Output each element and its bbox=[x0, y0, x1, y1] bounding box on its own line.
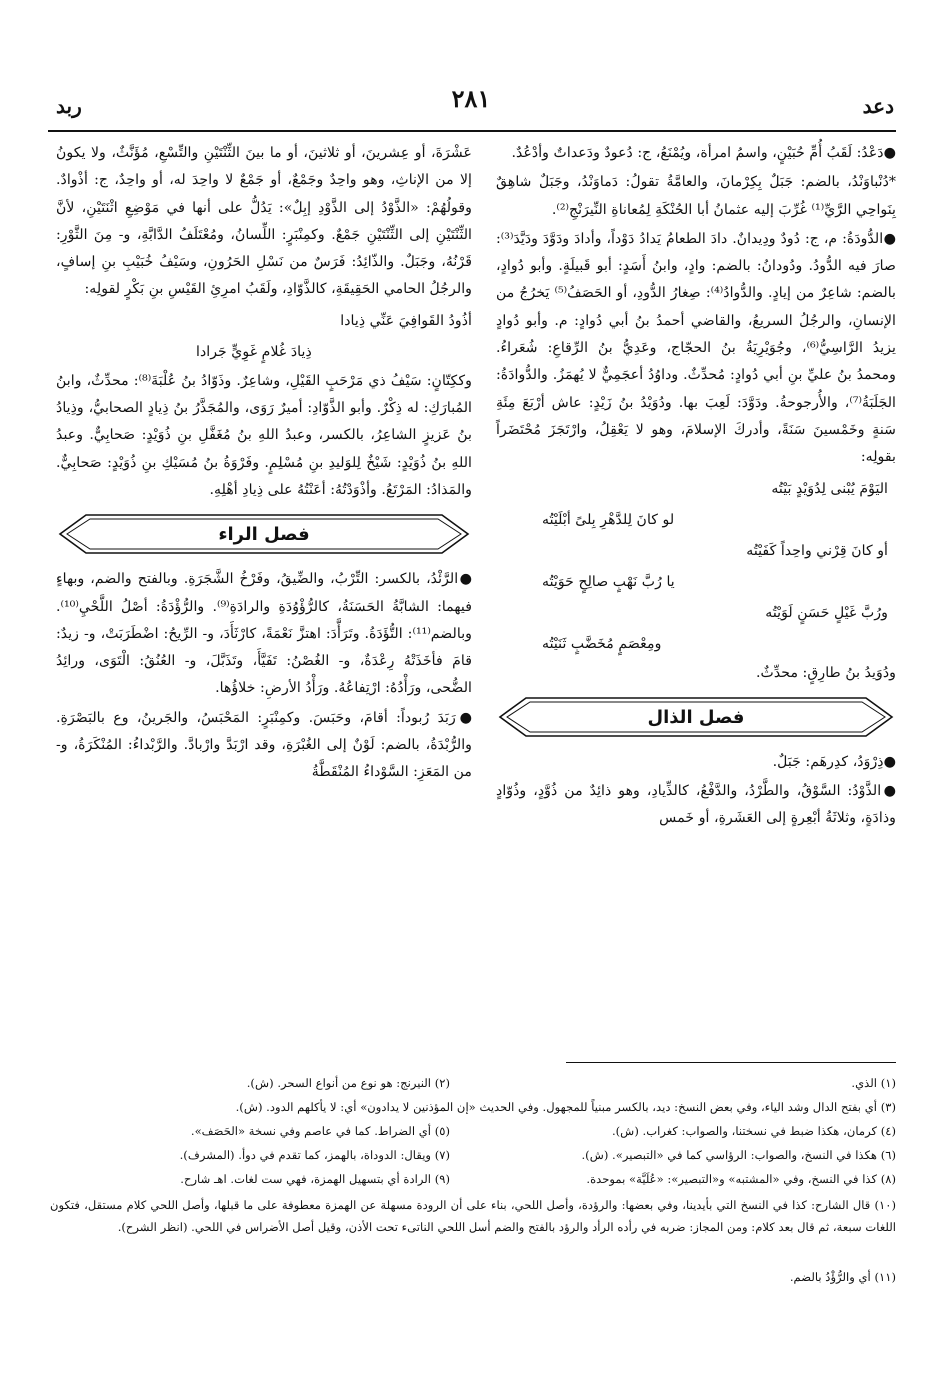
entry-dhirwad: ●ذِرْوَدُ، كدِرهَم: جَبَلٌ. bbox=[772, 753, 896, 770]
left-column bbox=[56, 140, 472, 789]
verse-line-6: ومِعْصَمٍ مُخَضَّبٍ ثَنَيْتُه bbox=[542, 635, 662, 652]
section-heading-ra bbox=[56, 512, 472, 556]
footnote-4: (٤) كرمان، هكذا ضبط في نسختنا، والصواب: كغراب. (ش). bbox=[611, 1124, 896, 1138]
verse-line-2: لو كانَ لِلدَّهْرِ بِلىً أبْلَيْتُه bbox=[542, 511, 675, 528]
verse-line-4: يا رُبَّ نَهْبٍ صالِحٍ حَوَيْتُه bbox=[542, 573, 675, 590]
entry-dhawd-cont: عَشْرَةَ، أو عِشرينَ، أو ثلاثينَ، أو ما بينَ الثِّنْتَيْنِ والتِّسْعِ، مُؤَنَّثٌ، ولا يكونُ إلا من الإناثِ، وهو واحِدٌ وجَمْعٌ، أو جَمْعٌ لا واحِدَ له، أو واحِدٌ، ج: أذْوادٌ. وقولُهُمْ: «الذَّوْدُ إلى الذَّوْدِ إبِلٌ»: يَدُلُّ على أنها في مَوْضِعِ اثْنَتَيْنِ، لأنَّ الثِّنْتَيْنِ إلى الثِّنْتَيْنِ جَمْعٌ. وكمِنْبَرٍ: اللِّسانُ، ومُعْتَلَفُ الدَّابَّةِ، و- مِنَ الثَّوْرِ: قَرْنُهُ، وجَبَلٌ. والذّائِدُ: فَرَسٌ من نَسْلِ الحَرُونِ، وسَيْفُ خُبَيْبِ بنِ إسافٍ، والرجُلُ الحامي الحَقِيقَةِ، كالذَّوّادِ، ولَقَبُ امرِئِ القَيْسِ بنِ بَكْرٍ لقولِه: bbox=[56, 145, 472, 298]
footnote-7: (٧) ويقال: الدوداة، بالهمز، كما تقدم في دوأ. (المشرف). bbox=[179, 1148, 450, 1162]
verse-line-5: ورُبَّ غَيْلٍ حَسَنٍ لَوَيْتُه bbox=[765, 604, 888, 621]
running-head-right: دعد bbox=[862, 94, 894, 118]
footnote-1: (١) الذي. bbox=[851, 1076, 896, 1090]
entry-dhawd: ●الذَّوْدُ: السَّوْقُ، والطَّرْدُ، والدَّفْعُ، كالذِّيادِ، وهو ذائِدٌ من ذُوَّدٍ، وذُوّادٍ وذادَةٍ، وثلاثَةُ أبْعِرةٍ إلى العَشَرةِ، أو خَمس bbox=[496, 783, 896, 827]
footnote-10: (١٠) قال الشارح: كذا في النسخ التي بأيدينا، وفي بعضها: والرؤدة، وأصل اللحي، بناء على أن الرودة مسهلة عن الهمزة معطوفة على ما قبلها، وأصل اللحي كلام مستقل، فتكون اللغات سبعة، ثم قال بعد كلام: ومن المجاز: ضربه في رأده الرأد والرؤد بالفتح والضم أسل اللحي الناتىء تحت الأذن، وقيل أصل الأضراس في اللحي. (انظر الشرح). bbox=[50, 1198, 896, 1234]
right-column bbox=[496, 140, 896, 835]
verse-line-1: اليَوْمَ يُبْنى لِدُوَيْدٍ بَيْتُه bbox=[771, 480, 888, 497]
page-number: ٢٨١ bbox=[451, 84, 491, 113]
entry-raad: ●الرَّئْدُ، بالكسر: التِّرْبُ، والضِّيقُ، وفَرْخُ الشَّجَرَةِ. وبالفتح والضم، وبهاءٍ فيهما: الشابَّةُ الحَسَنَةُ، كالرُّؤْوُدَةِ والرادَةِ⁽⁹⁾. والرُّؤْدَةُ: أصْلُ اللَّحْيِ⁽¹⁰⁾. وبالضم⁽¹¹⁾: التُّؤَدَةُ. وتَرَأَّدَ: اهتزَّ نَعْمَةً، كارْثَأَدَ، و- الرِّيحُ: اضْطَرَبَتْ، و- زيدٌ: قامَ فأخَذَتْهُ رِعْدَةٌ، و- الغُصْنُ: تَفَيَّأَ، وتَذَبَّلَ، و- العُنُقُ: الْتَوَى، ورائِدُ الضُّحى، ورَأْدُهُ: ارْتِفاعُهُ. ورَأْدُ الأرضِ: خلاؤُها. bbox=[56, 571, 472, 697]
verse-line-b: ذِيادَ غُلامٍ غَوِيٍّ جَرادا bbox=[196, 343, 312, 360]
verse-line-3: أو كانَ قِرْني واحِداً كَفَيْتُه bbox=[746, 542, 888, 559]
entry-dhawwad: وككِتّانٍ: سَيْفُ ذي مَرْحَبٍ القَيْلِ، وشاعِرٌ. وذَوّادُ بنُ عُلْبَةَ⁽⁸⁾: محدِّثٌ، وابنُ المُبارَكِ: له ذِكْرٌ. وأبو الذَّوّادِ: أميرٌ رَوَى، والمُجَذَّرُ بنُ ذِيادٍ الصحابيُّ، وذِيادُ بنُ عَزيزٍ الشاعِرُ، بالكسر، وعبدُ اللهِ بنُ مُغَفَّلِ بنِ ذُوَيْدٍ: صَحابِيٌّ. وعبدُ اللهِ بنُ ذُوَيْدٍ: شَيْخٌ لِلوَليدِ بنِ مُسْلِمٍ. وفَرْوَةُ بنُ مُسَيْكِ بنِ ذُوَيْدٍ: صَحابِيٌّ. والمَذادُ: المَرْتَعُ. وأذْوَدْتُهُ: أعَنْتُهُ على ذِيادِ أهْلِهِ. bbox=[56, 372, 473, 498]
verse-line-a: أذُودُ القَوافِيَ عَنِّي ذِيادا bbox=[340, 312, 472, 329]
section-title: فصل الذال bbox=[647, 706, 745, 728]
entry-dooda: ●الدُّودَةُ: م، ج: دُودٌ ودِيدانٌ. دادَ الطعامُ يَدادُ دَوْداً، وأدادَ ودَوَّدَ ودَيَّدَ⁽³⁾: صارَ فيه الدُّودُ. ودُودانُ: بالضم: وادٍ، وابنُ أَسَدٍ: أبو قَبيلَةٍ. وأبو دُوادٍ، بالضم: شاعِرٌ من إيادٍ. والدُّوادُ⁽⁴⁾: صِغارُ الدُّودِ، أو الحَصَفُ⁽⁵⁾ يَخرُجُ من الإنسانِ، والرجُلُ السريعُ، والقاضي أحمدُ بنُ أبي دُوادٍ: م. وأبو دُوادٍ يزيدُ الرَّاسِيُّ⁽⁶⁾، وجُوَيْرِيَةُ بنُ الحجّاج، وعَدِيُّ بنُ الرِّقاعِ: شُعَراءُ. ومحمدُ بنُ عليِّ بنِ أبي دُوادٍ: مُحدِّثٌ. وداوُدُ أعجَمِيٌّ لا يُهمَزُ. والدُّوادَةُ: الجَلَبَةُ⁽⁷⁾، والأُرجوحةُ. ودَوَّدَ: لَعِبَ بها. ودُوَيْدُ بنُ زَيْدٍ: عاش أرْبَعَ مِئَةِ سَنةٍ وخَمْسينَ سَنَةً، وأدركَ الإسلامَ، وهو لا يَعْقِلُ، وارْتَجَزَ مُحْتَضَراً بقولِه: bbox=[496, 230, 897, 466]
footnote-5: (٥) أي الضراط. كما في عاصم وفي نسخة «الحَصَف». bbox=[190, 1124, 450, 1138]
running-head-left: ربد bbox=[56, 94, 82, 118]
footnote-11: (١١) أي والرُّؤْدُ بالضم. bbox=[789, 1270, 896, 1284]
entry-daad: ●دَعْدُ: لَقَبُ أُمِّ حُبَيْنٍ، واسمُ امرأة، ويُمْنَعُ، ج: دُعودٌ ودَعداتٌ وأدْعُدٌ. bbox=[511, 145, 896, 161]
entry-dunbawand: *دُنْباوَنْدُ، بالضم: جَبَلٌ بِكِرْمانَ، والعامَّةُ تقولُ: دَماوَنْدُ، وجَبَلٌ شاهِقٌ بِنَواحِي الرَّيِّ⁽¹⁾ غُرِّبَ إليه عثمانُ أبا الحُنْكَةِ لِمُعاناةِ النِّيرَنْجِ⁽²⁾. bbox=[496, 174, 896, 218]
footnote-8: (٨) كذا في النسخ، وفي «المشتبه» و«التبصير»: «عُلَيَّة» بموحدة. bbox=[586, 1172, 896, 1186]
section-heading-dhal bbox=[496, 695, 896, 739]
entry-rabad: ●رَبَدَ رُبوداً: أقامَ، وحَبَسَ. وكمِنْبَرٍ: المَحْبَسُ، والجَرينُ، وع بالبَصْرَةِ. والرُّبْدَةُ، بالضم: لَوْنٌ إلى الغُبْرَةِ، وقد ارْبَدَّ وارْبادَّ. والرَّبْداءُ: المُنْكَرَةُ، و- من المَعَزِ: السَّوْداءُ المُنْقَطَّةُ bbox=[56, 709, 472, 781]
header-rule bbox=[48, 130, 896, 132]
entry-duwayd-tariq: ودُوَيدُ بنُ طارِقٍ: محدِّثٌ. bbox=[755, 664, 896, 681]
footnote-rule bbox=[566, 1062, 896, 1063]
footnote-2: (٢) النيرنج: هو نوع من أنواع السحر. (ش). bbox=[246, 1076, 450, 1090]
footnote-9: (٩) الرادة أي بتسهيل الهمزة، فهي ست لغات. اهـ شارح. bbox=[180, 1172, 450, 1186]
section-title: فصل الراء bbox=[218, 524, 310, 546]
footnote-6: (٦) هكذا في النسخ، والصواب: الرؤاسي كما في «التبصير». (ش). bbox=[581, 1148, 896, 1162]
footnote-3: (٣) أي بفتح الدال وشد الياء، وفي بعض النسخ: ديد، بالكسر مبنياً للمجهول. وفي الحديث «إن المؤذنين لا يدادون» أي: لا يأكلهم الدود. (ش). bbox=[235, 1100, 896, 1114]
